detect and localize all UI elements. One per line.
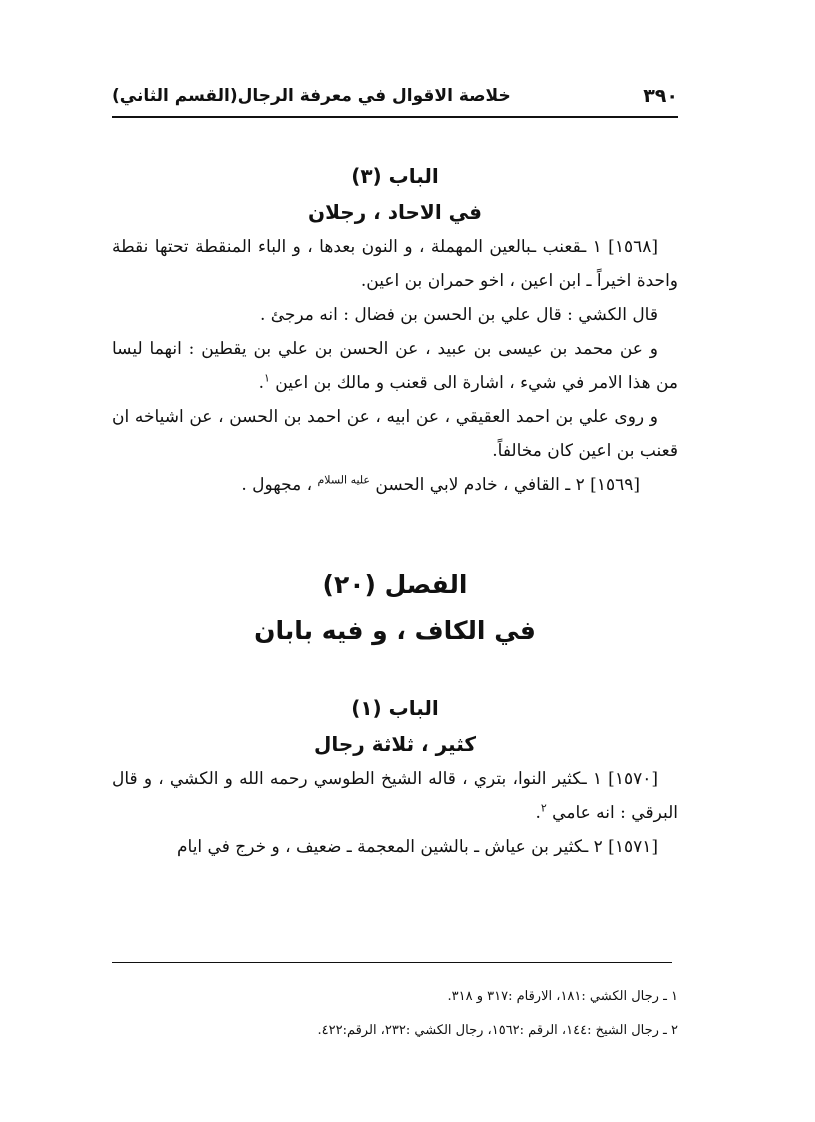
entry-1569 [112,468,678,502]
bab-1-heading: الباب (١) [351,696,439,720]
footnote-ref-2: ٢ [540,801,547,815]
entry-1568-rawa: و روى علي بن احمد العقيقي ، عن ابيه ، عن احمد بن الحسن ، عن اشياخه ان قعنب بن اعين كان مخالفاً. [112,407,678,461]
entry-1568-kashi: قال الكشي : قال علي بن الحسن بن فضال : انه مرجئ . [259,305,658,325]
header-rule [112,116,678,118]
fasl-heading: الفصل (٢٠) [322,570,468,599]
chapter-bab-heading: الباب (٣) [351,164,439,188]
footnote-ref-1: ١ [263,371,270,385]
honorific-mark: عليه السلام [317,473,370,487]
entry-1568: [١٥٦٨] ١ ـقعنب ـبالعين المهملة ، و النون بعدها ، و الباء المنقطة تحتها نقطة واحدة اخيراً ـ ابن اعين ، اخو حمران بن اعين. [112,237,678,291]
entry-1569-text-b: ، مجهول . [241,475,313,495]
entry-1570-text: [١٥٧٠] ١ ـكثير النوا، بتري ، قاله الشيخ الطوسي رحمه الله و الكشي ، و قال البرقي : انه عامي [112,769,678,823]
chapter-bab-subtitle: في الاحاد ، رجلان [308,200,482,224]
page-body [112,158,678,864]
entry-1569-text-a: [١٥٦٩] ٢ ـ القافي ، خادم لابي الحسن [375,475,640,495]
running-title: خلاصة الاقوال في معرفة الرجال(القسم الثاني) [112,86,511,106]
page-number: ٣٩٠ [643,85,678,107]
footnote-rule [112,962,672,963]
footnotes [112,980,678,1048]
bab-1-subtitle: كثير ، ثلاثة رجال [313,732,476,756]
entry-1570: [١٥٧٠] ١ ـكثير النوا، بتري ، قاله الشيخ الطوسي رحمه الله و الكشي ، و قال البرقي : انه عامي $^٢$. [112,769,678,823]
section-gap-2 [112,654,678,690]
footnote-2: ٢ ـ رجال الشيخ :١٤٤، الرقم :١٥٦٢، رجال الكشي :٢٣٢، الرقم:٤٢٢. [317,1023,678,1038]
fasl-subtitle: في الكاف ، و فيه بابان [254,616,536,645]
entry-1568-an-text: و عن محمد بن عيسى بن عبيد ، عن الحسن بن علي بن يقطين : انهما ليسا من هذا الامر في شيء ، اشارة الى قعنب و مالك بن اعين [112,339,678,393]
entry-1568-an: و عن محمد بن عيسى بن عبيد ، عن الحسن بن علي بن يقطين : انهما ليسا من هذا الامر في شيء ، اشارة الى قعنب و مالك بن اعين $^١$. [112,339,678,393]
entry-1571: [١٥٧١] ٢ ـكثير بن عياش ـ بالشين المعجمة ـ ضعيف ، و خرج في ايام [176,837,658,857]
section-gap [112,502,678,562]
running-header [112,78,678,114]
footnote-1: ١ ـ رجال الكشي :١٨١، الارقام :٣١٧ و ٣١٨. [447,989,678,1004]
